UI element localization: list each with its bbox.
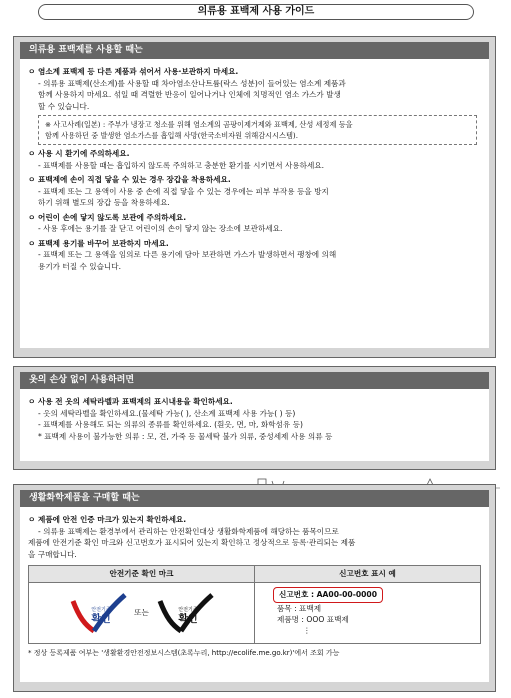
item-title: ㅇ 사용 전 옷의 세탁라벨과 표백제의 표시내용을 확인하세요. [28, 397, 233, 406]
note-line: ※ 사고사례(일본) : 주부가 냉장고 청소를 위해 염소계의 곰팡이제거제와 표백제, 산성 세정제 등을 [45, 120, 353, 129]
item-desc: - 옷의 세탁라벨을 확인하세요.(물세탁 가능( ), 산소계 표백제 사용 가능( ) 등) [38, 408, 296, 418]
item-title: ㅇ 표백제 용기를 바꾸어 보관하지 마세요. [28, 238, 169, 248]
item-desc: - 의류용 표백제(산소계)를 사용할 때 차아염소산나트륨(락스 성분)이 들어있는 염소계 제품과 [38, 78, 346, 88]
item-title: ㅇ 제품에 안전 인증 마크가 있는지 확인하세요. [28, 515, 187, 524]
footer-note: * 정상 등록제품 여부는 '생활환경안전정보시스템(초록누리, http://ecolife.me.go.kr)'에서 조회 가능 [28, 649, 340, 657]
section-body [20, 389, 489, 461]
mark-big-text: 확인 [178, 614, 198, 625]
item-title: ㅇ 어린이 손에 닿지 않도록 보관에 주의하세요. [28, 212, 187, 222]
item-desc: 제품에 안전기준 확인 마크와 신고번호가 표시되어 있는지 확인하고 정상적으로 등록·관리되는 제품 [28, 538, 356, 547]
mark-small-text: 안전기준 [178, 607, 198, 613]
mark-small-text: 안전기준 [91, 607, 111, 613]
mark-big-text: 확인 [91, 614, 111, 625]
item-desc: - 표백제 또는 그 용액을 임의로 다른 용기에 담아 보관하면 가스가 발생하면서 팽창에 의해 [38, 250, 337, 259]
section-header: 의류용 표백제를 사용할 때는 [20, 42, 489, 59]
item-title: ㅇ 염소계 표백제 등 다른 제품과 섞어서 사용·보관하지 마세요. [28, 67, 239, 76]
item-desc: - 사용 후에는 용기를 잘 닫고 어린이의 손이 닿지 않는 장소에 보관하세요. [38, 224, 283, 233]
item-desc: 할 수 있습니다. [38, 101, 90, 111]
section-clothing-care [13, 366, 496, 470]
or-text: 또는 [134, 608, 149, 618]
page-title: 의류용 표백제 사용 가이드 [38, 4, 474, 20]
mark-table [28, 565, 481, 644]
table-header: 안전기준 확인 마크 [29, 566, 255, 583]
item-title: ㅇ 사용 시 환기에 주의하세요. [28, 149, 130, 158]
note-line: 함께 사용하던 중 발생한 염소가스를 흡입해 사망(한국소비자원 위해감시시스템). [45, 131, 299, 140]
section-purchase [13, 484, 496, 692]
report-product: 제품명 : OOO 표백제 [277, 615, 349, 624]
report-number: 신고번호 : AA00-00-0000 [273, 587, 383, 603]
item-desc: - 표백제를 사용해도 되는 의류의 종류를 확인하세요. (흰옷, 면, 마, 화학섬유 등) [38, 420, 303, 429]
safety-mark-mono-icon [154, 591, 216, 635]
item-desc: 을 구매합니다. [28, 549, 77, 559]
accident-note [38, 115, 477, 145]
item-desc: - 표백제 또는 그 용액이 사용 중 손에 직접 닿을 수 있는 경우에는 피부 부작용 등을 방지 [38, 186, 329, 196]
item-desc: - 의류용 표백제는 환경부에서 관리하는 안전확인대상 생활화학제품에 해당하는 품목이므로 [38, 526, 339, 536]
table-header: 신고번호 표시 예 [255, 566, 481, 583]
section-body [20, 507, 489, 682]
item-desc: * 표백제 사용이 불가능한 의류 : 모, 견, 가죽 등 물세탁 불가 의류, 중성세제 사용 의류 등 [38, 431, 333, 441]
section-header: 생활화학제품을 구매할 때는 [20, 490, 489, 507]
item-desc: 용기가 터질 수 있습니다. [38, 261, 122, 271]
report-example-cell [255, 583, 481, 644]
item-desc: 하기 위해 별도의 장갑 등을 착용하세요. [38, 198, 170, 207]
mark-cell [29, 583, 255, 644]
report-item: 품목 : 표백제 [277, 603, 322, 613]
report-dots: ⋮ [303, 625, 311, 635]
item-title: ㅇ 표백제에 손이 직접 닿을 수 있는 경우 장갑을 착용하세요. [28, 175, 231, 184]
section-header: 옷의 손상 없이 사용하려면 [20, 372, 489, 389]
item-desc: 함께 사용하지 마세요. 섞일 때 격렬한 반응이 일어나거나 인체에 치명적인 염소 가스가 발생 [38, 90, 341, 99]
item-desc: - 표백제를 사용할 때는 흡입하지 않도록 주의하고 충분한 환기를 시키면서 사용하세요. [38, 160, 325, 170]
section-body [20, 59, 489, 348]
safety-mark-color-icon [67, 591, 129, 635]
section-bleach-usage [13, 36, 496, 358]
